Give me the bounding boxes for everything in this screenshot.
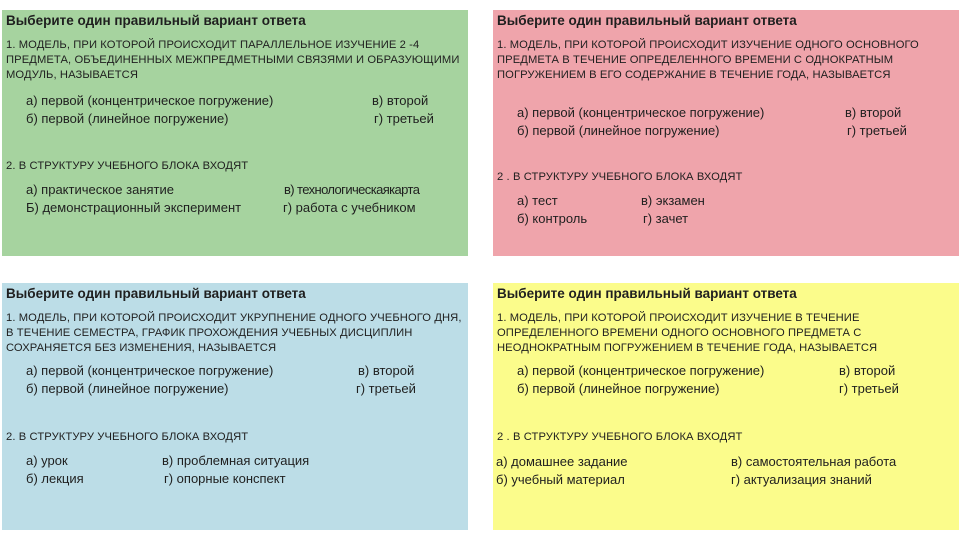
option-g[interactable]: г) третьей [839, 381, 899, 396]
question-card-blue [2, 283, 468, 530]
question-1-text: 1. МОДЕЛЬ, ПРИ КОТОРОЙ ПРОИСХОДИТ ПАРАЛЛЕЛЬНОЕ ИЗУЧЕНИЕ 2 -4 ПРЕДМЕТА, ОБЪЕДИНЕННЫХ МЕЖПРЕДМЕТНЫМИ СВЯЗЯМИ И ОБРАЗУЮЩИМИ МОДУЛЬ, НАЗЫВАЕТСЯ [6, 39, 460, 81]
question-1-text: 1. МОДЕЛЬ, ПРИ КОТОРОЙ ПРОИСХОДИТ ИЗУЧЕНИЕ В ТЕЧЕНИЕ ОПРЕДЕЛЕННОГО ВРЕМЕНИ ОДНОГО ОСНОВНОГО ПРЕДМЕТА С НЕОДНОКРАТНЫМ ПОГРУЖЕНИЕМ В ТЕЧЕНИЕ ГОДА, НАЗЫВАЕТСЯ [497, 312, 878, 354]
option-a[interactable]: а) тест [517, 193, 558, 208]
card-heading: Выберите один правильный вариант ответа [6, 13, 306, 28]
option-b[interactable]: б) первой (линейное погружение) [517, 123, 720, 138]
question-2-text: 2. В СТРУКТУРУ УЧЕБНОГО БЛОКА ВХОДЯТ [6, 431, 249, 443]
option-b[interactable]: б) первой (линейное погружение) [26, 111, 229, 126]
option-b[interactable]: б) учебный материал [496, 472, 625, 487]
option-g[interactable]: г) опорные конспект [164, 471, 286, 486]
question-2-text: 2. В СТРУКТУРУ УЧЕБНОГО БЛОКА ВХОДЯТ [6, 160, 249, 172]
option-b[interactable]: Б) демонстрационный эксперимент [26, 200, 242, 215]
option-a[interactable]: а) домашнее задание [496, 454, 628, 469]
option-a[interactable]: а) первой (концентрическое погружение) [517, 105, 765, 120]
option-v[interactable]: в) технологическаякарта [284, 182, 420, 197]
option-g[interactable]: г) третьей [847, 123, 907, 138]
option-a[interactable]: а) первой (концентрическое погружение) [517, 363, 765, 378]
option-g[interactable]: г) третьей [374, 111, 434, 126]
card-heading: Выберите один правильный вариант ответа [6, 286, 306, 301]
question-card-pink [493, 10, 959, 256]
option-v[interactable]: в) второй [358, 363, 415, 378]
card-heading: Выберите один правильный вариант ответа [497, 13, 797, 28]
question-2-text: 2 . В СТРУКТУРУ УЧЕБНОГО БЛОКА ВХОДЯТ [497, 431, 743, 443]
option-g[interactable]: г) третьей [356, 381, 416, 396]
option-b[interactable]: б) первой (линейное погружение) [26, 381, 229, 396]
card-heading: Выберите один правильный вариант ответа [497, 286, 797, 301]
option-v[interactable]: в) второй [845, 105, 902, 120]
option-a[interactable]: а) первой (концентрическое погружение) [26, 363, 274, 378]
option-v[interactable]: в) второй [372, 93, 429, 108]
option-v[interactable]: в) экзамен [641, 193, 705, 208]
question-1-text: 1. МОДЕЛЬ, ПРИ КОТОРОЙ ПРОИСХОДИТ УКРУПНЕНИЕ ОДНОГО УЧЕБНОГО ДНЯ, В ТЕЧЕНИЕ СЕМЕСТРА, ГРАФИК ПРОХОЖДЕНИЯ УЧЕБНЫХ ДИСЦИПЛИН СОХРАНЯЕТСЯ БЕЗ ИЗМЕНЕНИЯ, НАЗЫВАЕТСЯ [6, 312, 462, 354]
question-card-green [2, 10, 468, 256]
option-g[interactable]: г) зачет [643, 211, 689, 226]
option-b[interactable]: б) первой (линейное погружение) [517, 381, 720, 396]
question-1-text: 1. МОДЕЛЬ, ПРИ КОТОРОЙ ПРОИСХОДИТ ИЗУЧЕНИЕ ОДНОГО ОСНОВНОГО ПРЕДМЕТА В ТЕЧЕНИЕ ОПРЕДЕЛЕННОГО ВРЕМЕНИ С ОДНОКРАТНЫМ ПОГРУЖЕНИЕМ В ЕГО СОДЕРЖАНИЕ В ТЕЧЕНИЕ ГОДА, НАЗЫВАЕТСЯ [497, 39, 919, 81]
question-card-yellow [493, 283, 959, 530]
option-b[interactable]: б) контроль [517, 211, 588, 226]
question-2-text: 2 . В СТРУКТУРУ УЧЕБНОГО БЛОКА ВХОДЯТ [497, 171, 743, 183]
option-a[interactable]: а) практическое занятие [26, 182, 174, 197]
option-v[interactable]: в) второй [839, 363, 896, 378]
option-g[interactable]: г) актуализация знаний [731, 472, 872, 487]
option-b[interactable]: б) лекция [26, 471, 84, 486]
option-a[interactable]: а) урок [26, 453, 68, 468]
option-v[interactable]: в) проблемная ситуация [162, 453, 310, 468]
option-a[interactable]: а) первой (концентрическое погружение) [26, 93, 274, 108]
option-g[interactable]: г) работа с учебником [283, 200, 416, 215]
option-v[interactable]: в) самостоятельная работа [731, 454, 897, 469]
